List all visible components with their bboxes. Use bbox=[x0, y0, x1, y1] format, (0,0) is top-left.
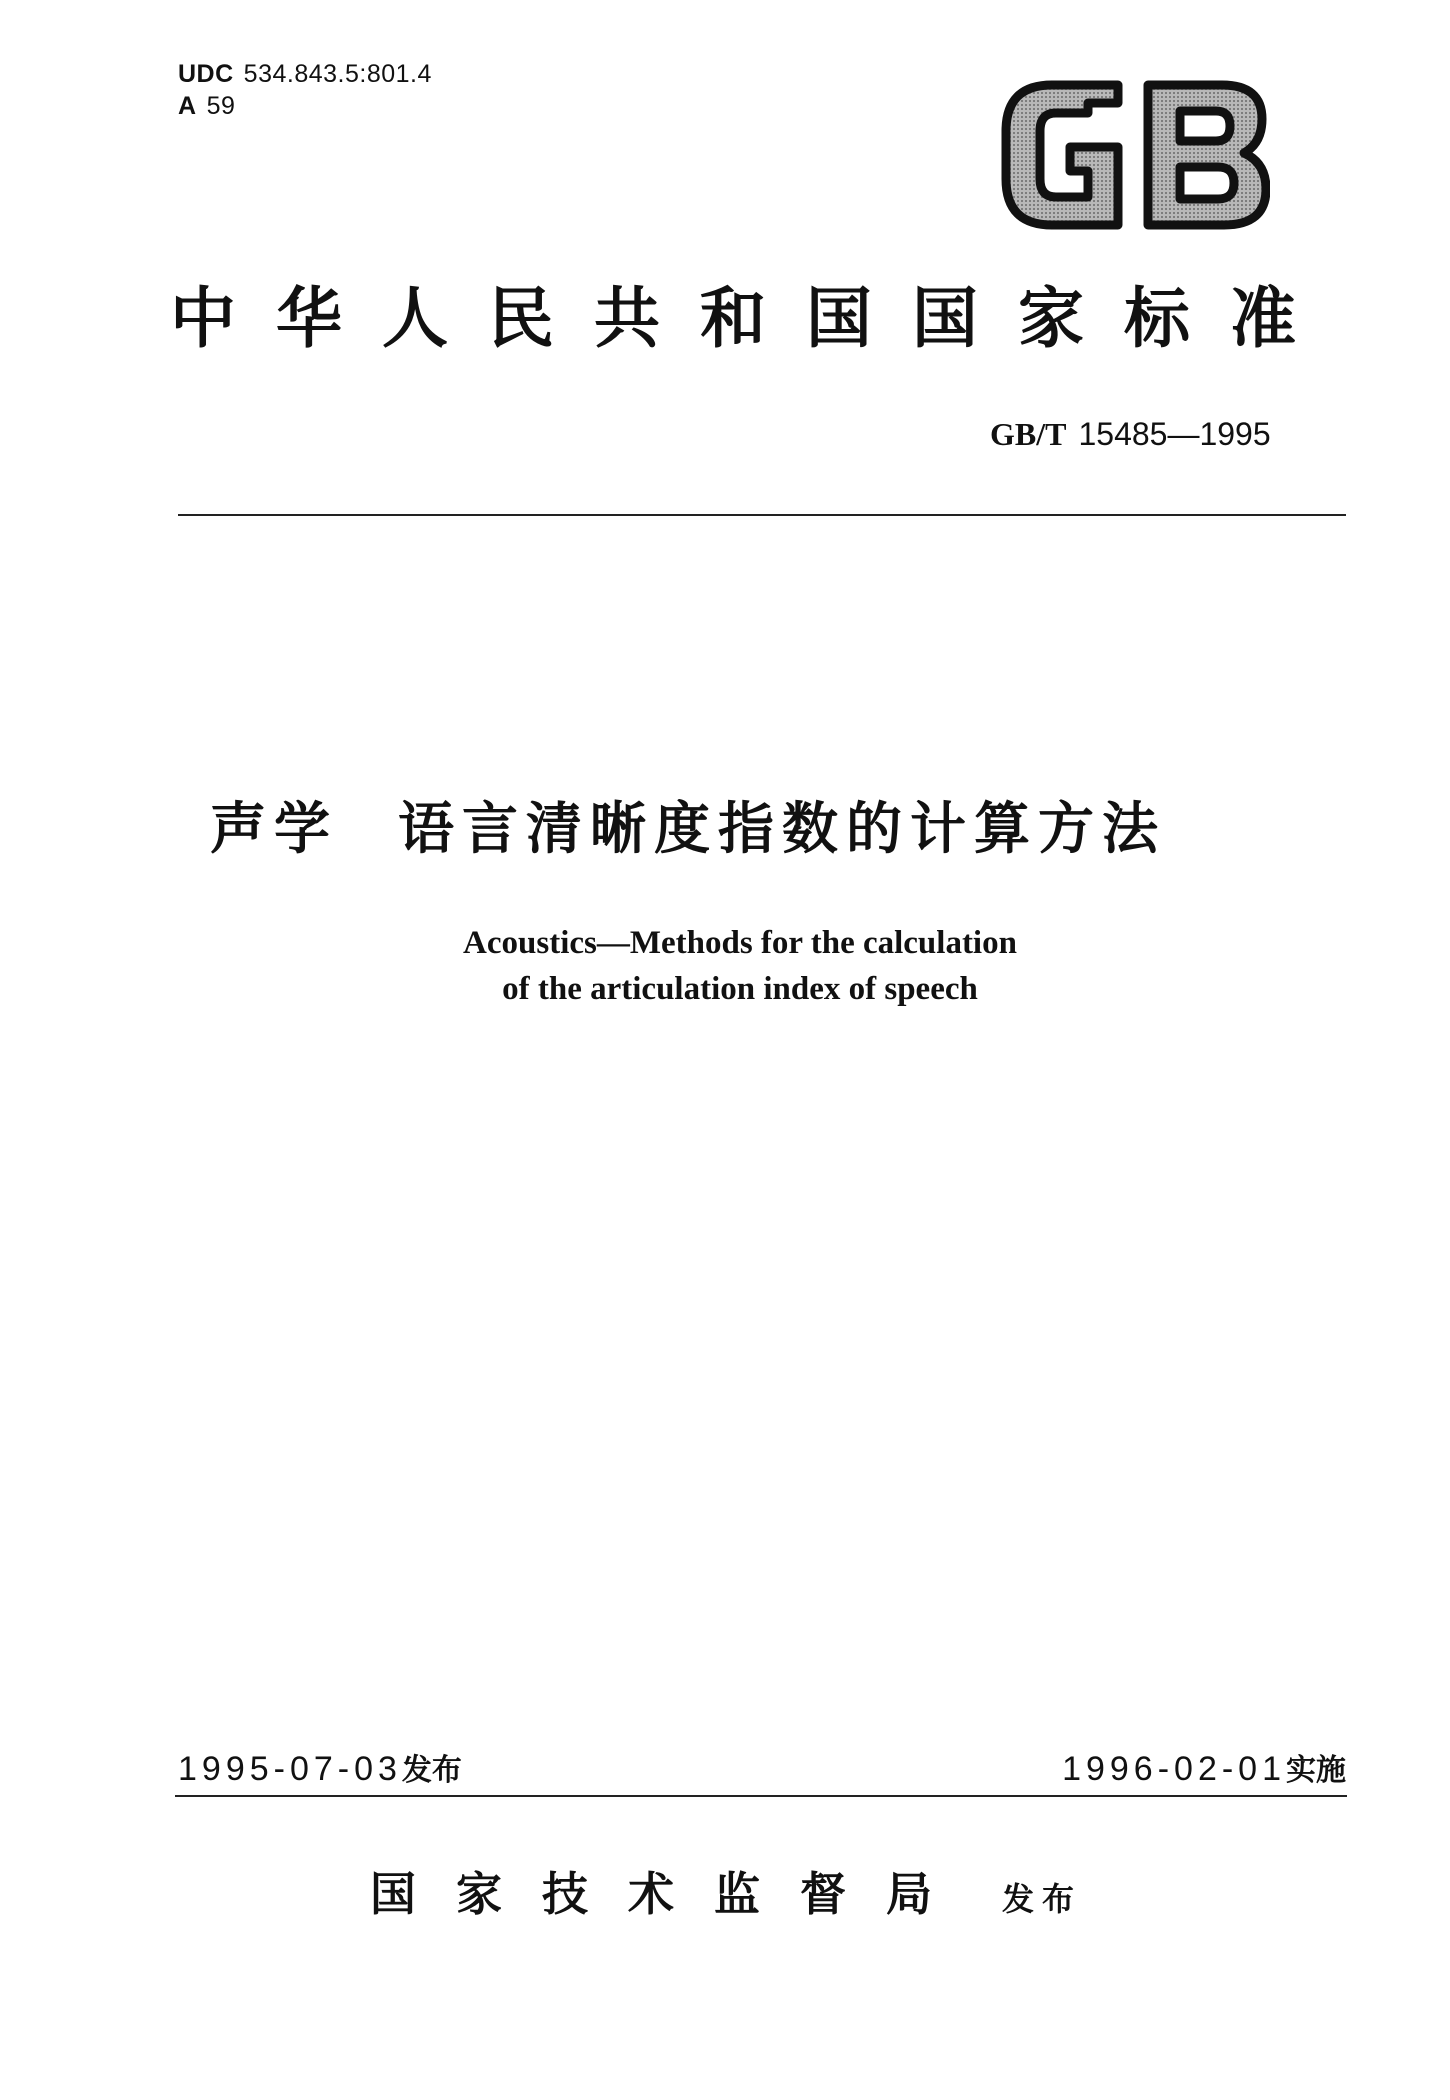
standard-number-prefix: GB/T bbox=[990, 416, 1067, 452]
class-code: 59 bbox=[206, 92, 236, 120]
issue-label: 发布 bbox=[401, 1753, 462, 1788]
gb-logo bbox=[1000, 75, 1270, 235]
class-label: A bbox=[178, 92, 197, 120]
issue-date: 1995-07-03 bbox=[178, 1750, 402, 1788]
document-title-en-line2: of the articulation index of speech bbox=[502, 971, 978, 1007]
header-divider bbox=[178, 514, 1346, 516]
effective-label: 实施 bbox=[1286, 1753, 1346, 1788]
document-title-cn bbox=[210, 790, 1166, 870]
dates-row bbox=[178, 1745, 1346, 1795]
effective-date: 1996-02-01 bbox=[1062, 1750, 1286, 1788]
document-title-en-line1: Acoustics—Methods for the calculation bbox=[463, 925, 1017, 961]
standard-number-value: 15485—1995 bbox=[1078, 416, 1271, 452]
udc-line bbox=[178, 58, 432, 90]
document-title-cn-part2: 语言清晰度指数的计算方法 bbox=[398, 797, 1166, 862]
gb-logo-icon bbox=[1000, 75, 1270, 235]
document-title-en bbox=[380, 920, 1100, 1012]
issue-date-block bbox=[178, 1745, 462, 1789]
classification-codes bbox=[178, 58, 432, 122]
udc-label: UDC bbox=[178, 60, 234, 88]
national-standard-title: 中华人民共和国国家标准 bbox=[170, 280, 1336, 357]
effective-date-block bbox=[1062, 1745, 1346, 1789]
footer-divider bbox=[175, 1795, 1347, 1797]
class-line bbox=[178, 90, 432, 122]
standard-number bbox=[990, 414, 1271, 454]
document-title-cn-part1: 声学 bbox=[210, 797, 338, 862]
publisher bbox=[370, 1858, 1082, 1924]
publisher-org: 国家技术监督局 bbox=[370, 1867, 972, 1921]
udc-code: 534.843.5:801.4 bbox=[243, 60, 432, 88]
publisher-label: 发布 bbox=[1002, 1880, 1083, 1918]
